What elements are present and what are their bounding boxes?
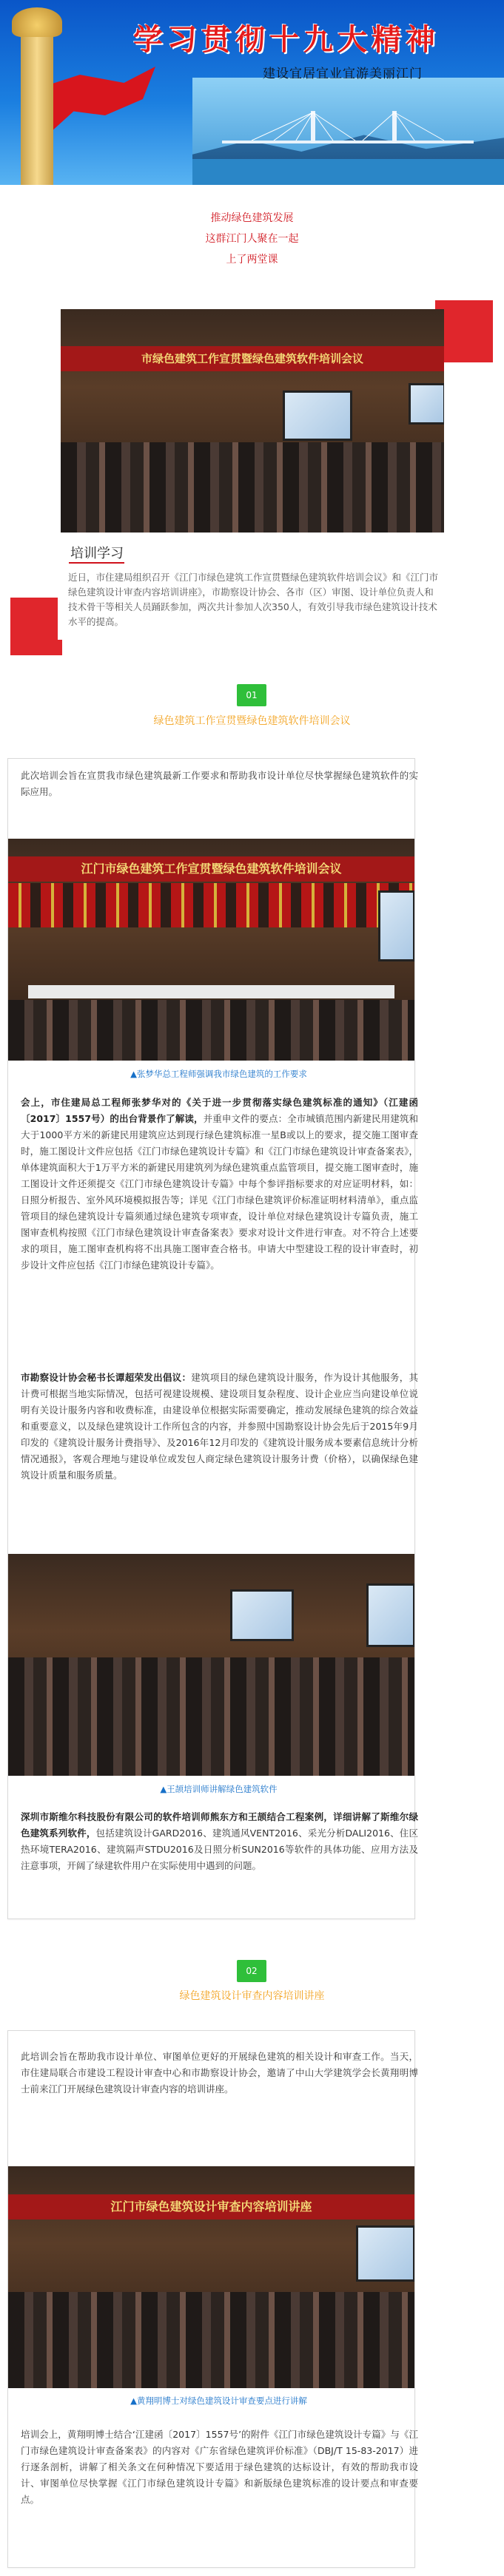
rostrum-table <box>28 985 394 998</box>
section1-intro: 此次培训会旨在宣贯我市绿色建筑最新工作要求和帮助我市设计单位尽快掌握绿色建筑软件的实际应用。 <box>21 770 418 797</box>
banner-title: 学习贯彻十九大精神 <box>133 23 440 57</box>
projector-screen <box>230 1589 294 1641</box>
section-title-1: 绿色建筑工作宣贯暨绿色建筑软件培训会议 <box>153 715 351 727</box>
section1-caption-2 <box>8 1783 429 1795</box>
photo-banner-text: 江门市绿色建筑设计审查内容培训讲座 <box>8 2194 414 2220</box>
photo-banner-text: 江门市绿色建筑工作宣贯暨绿色建筑软件培训会议 <box>8 856 414 882</box>
section-title-2: 绿色建筑设计审查内容培训讲座 <box>179 1990 325 2002</box>
para-body: 包括建筑设计GARD2016、建筑通风VENT2016、采光分析DALI2016、住区热环境TERA2016、建筑隔声STDU2016及日照分析SUN2016等软件的具体功能、应用方法及注意事项，开阔了绿建软件用户在实际使用中遇到的问题。 <box>21 1828 418 1871</box>
slogan-line-2: 这群江门人聚在一起 <box>205 233 299 245</box>
para-body: 建筑项目的绿色建筑设计服务，作为设计其他服务，其计费可根据当地实际情况，包括可视建设规模、建设项目复杂程度、设计企业应当向建设单位说明有关设计服务内容和收费标准，由建设单位根据实际需要确定，推动发展绿色建筑的综合效益和重要意义，以及绿色建筑设计工作所包含的内容，并参照中国勘察设计协会先后于2015年9月印发的《建筑设计服务计费指导》、及2016年12月印发的《建筑设计服务成本要素信息统计分析情况通报》，客观合理地与建设单位或发包人商定绿色建筑设计服务计费（价格），以确保绿色建筑设计质量和服务质量。 <box>21 1372 418 1481</box>
caption-triangle-icon: ▲ <box>160 1784 167 1794</box>
training-label: 培训学习 <box>70 546 124 561</box>
section1-photo-2 <box>8 1554 414 1776</box>
audience <box>8 1000 414 1061</box>
photo-banner-text: 市绿色建筑工作宣贯暨绿色建筑软件培训会议 <box>61 346 444 371</box>
huabiao-pillar <box>21 30 53 185</box>
label-underline <box>69 562 124 564</box>
banner-subtitle: 建设宜居宜业宜游美丽江门 <box>263 67 423 81</box>
section-number-badge-2: 02 <box>237 1960 266 1982</box>
caption-text: 黄翔明博士对绿色建筑设计审查要点进行讲解 <box>136 2396 307 2406</box>
pillar-top <box>12 7 62 37</box>
slogan-line-1: 推动绿色建筑发展 <box>210 212 294 224</box>
section2-caption-1 <box>8 2395 429 2407</box>
projector-screen <box>378 890 414 961</box>
section1-paragraph-3 <box>21 1370 418 1484</box>
section-card-2 <box>7 2030 418 2568</box>
section2-paragraph-2: 培训会上，黄翔明博士结合‘江建函〔2017〕1557号’的附件《江门市绿色建筑设计专篇》与《江门市绿色建筑设计审查备案表》的内容对《广东省绿色建筑评价标准》（DBJ/T 15-83-2017）进行逐条剖析，讲解了相关条文在何种情况下要适用于绿色建筑的达标设计，有效的帮助我市设计、审图单位尽快掌握《江门市绿色建筑设计专篇》和新版绿色建筑标准的设计要点和审查要点。 <box>21 2429 418 2505</box>
projector-screen-side <box>409 383 444 425</box>
audience <box>61 442 444 533</box>
caption-triangle-icon: ▲ <box>130 1069 137 1079</box>
intro-paragraph: 近日，市住建局组织召开《江门市绿色建筑工作宣贯暨绿色建筑软件培训会议》和《江门市绿色建筑设计审查内容培训讲座》，市勘察设计协会、各市（区）审图、设计单位负责人和技术骨干等相关人员踊跃参加，两次共计参加人次350人，有效引导我市绿色建筑设计技术水平的提高。 <box>68 572 439 627</box>
flags <box>8 883 414 927</box>
training-photo <box>61 309 444 533</box>
section2-intro: 此培训会旨在帮助我市设计单位、审图单位更好的开展绿色建筑的相关设计和审查工作。当天，市住建局联合市建设工程设计审查中心和市勘察设计协会，邀请了中山大学建筑学会长黄翔明博士前来江门开展绿色建筑设计审查内容的培训讲座。 <box>21 2051 418 2095</box>
section2-photo-1 <box>8 2166 414 2388</box>
para-bold-lead: 会上，市住建局总工程师张梦华对的《关于进一步贯彻落实绿色建筑标准的通知》（江建函〔2017〕1557号）的出台背景作了解读， <box>21 1097 418 1124</box>
section1-paragraph-2 <box>21 1095 418 1274</box>
decor-square-bottom <box>10 598 62 655</box>
projector-screen <box>283 391 352 441</box>
slogan-line-3: 上了两堂课 <box>226 254 278 266</box>
para-body: 并重申文件的要点：全市城镇范围内新建民用建筑和大于1000平方米的新建民用建筑应达到现行绿色建筑标准一星B或以上的要求，提交施工图审查时，施工图设计文件应包括《江门市绿色建筑设计专篇》和《江门市绿色建筑设计审查备案表》，单体建筑面积大于1万平方米的新建民用建筑列为绿色建筑重点监管项目，提交施工图审查时，施工图设计文件还须提交《江门市绿色建筑设计专篇》中每个参评指标要求的对应证明材料，如：日照分析报告、室外风环境模拟报告等；详见《江门市绿色建筑评价标准证明材料清单》，重点监管项目的绿色建筑设计专篇须通过绿色建筑专项审查，设计单位对绿色建筑设计专篇负责，施工图审查机构按照《江门市绿色建筑设计审查备案表》要求对设计文件进行审查。对不符合上述要求的项目，施工图审查机构将不出具施工图审查合格书。申请大中型建设工程的设计审查时，初步设计文件应包括《江门市绿色建筑设计专篇》。 <box>21 1113 418 1271</box>
audience <box>8 1657 414 1776</box>
top-banner <box>0 0 504 185</box>
section-number-badge-1: 01 <box>237 684 266 706</box>
para-bold-lead: 市勘察设计协会秘书长谭超荣发出倡议： <box>21 1372 192 1383</box>
projector-screen-side <box>366 1583 414 1647</box>
audience <box>8 2292 414 2388</box>
para-bold-lead: 深圳市斯维尔科技股份有限公司的软件培训师熊东方和王颉结合工程案例，详细讲解了斯维尔绿色建筑系列软件， <box>21 1811 418 1839</box>
caption-triangle-icon: ▲ <box>130 2396 137 2406</box>
river <box>192 159 504 185</box>
section1-photo-1 <box>8 839 414 1061</box>
bridge-illustration <box>222 111 474 155</box>
projector-screen <box>356 2225 414 2282</box>
section1-caption-1 <box>8 1068 429 1080</box>
section-card-1 <box>7 758 418 1919</box>
caption-text: 张梦华总工程师强调我市绿色建筑的工作要求 <box>136 1069 307 1079</box>
section1-paragraph-4 <box>21 1809 418 1874</box>
caption-text: 王颉培训师讲解绿色建筑软件 <box>167 1784 278 1794</box>
